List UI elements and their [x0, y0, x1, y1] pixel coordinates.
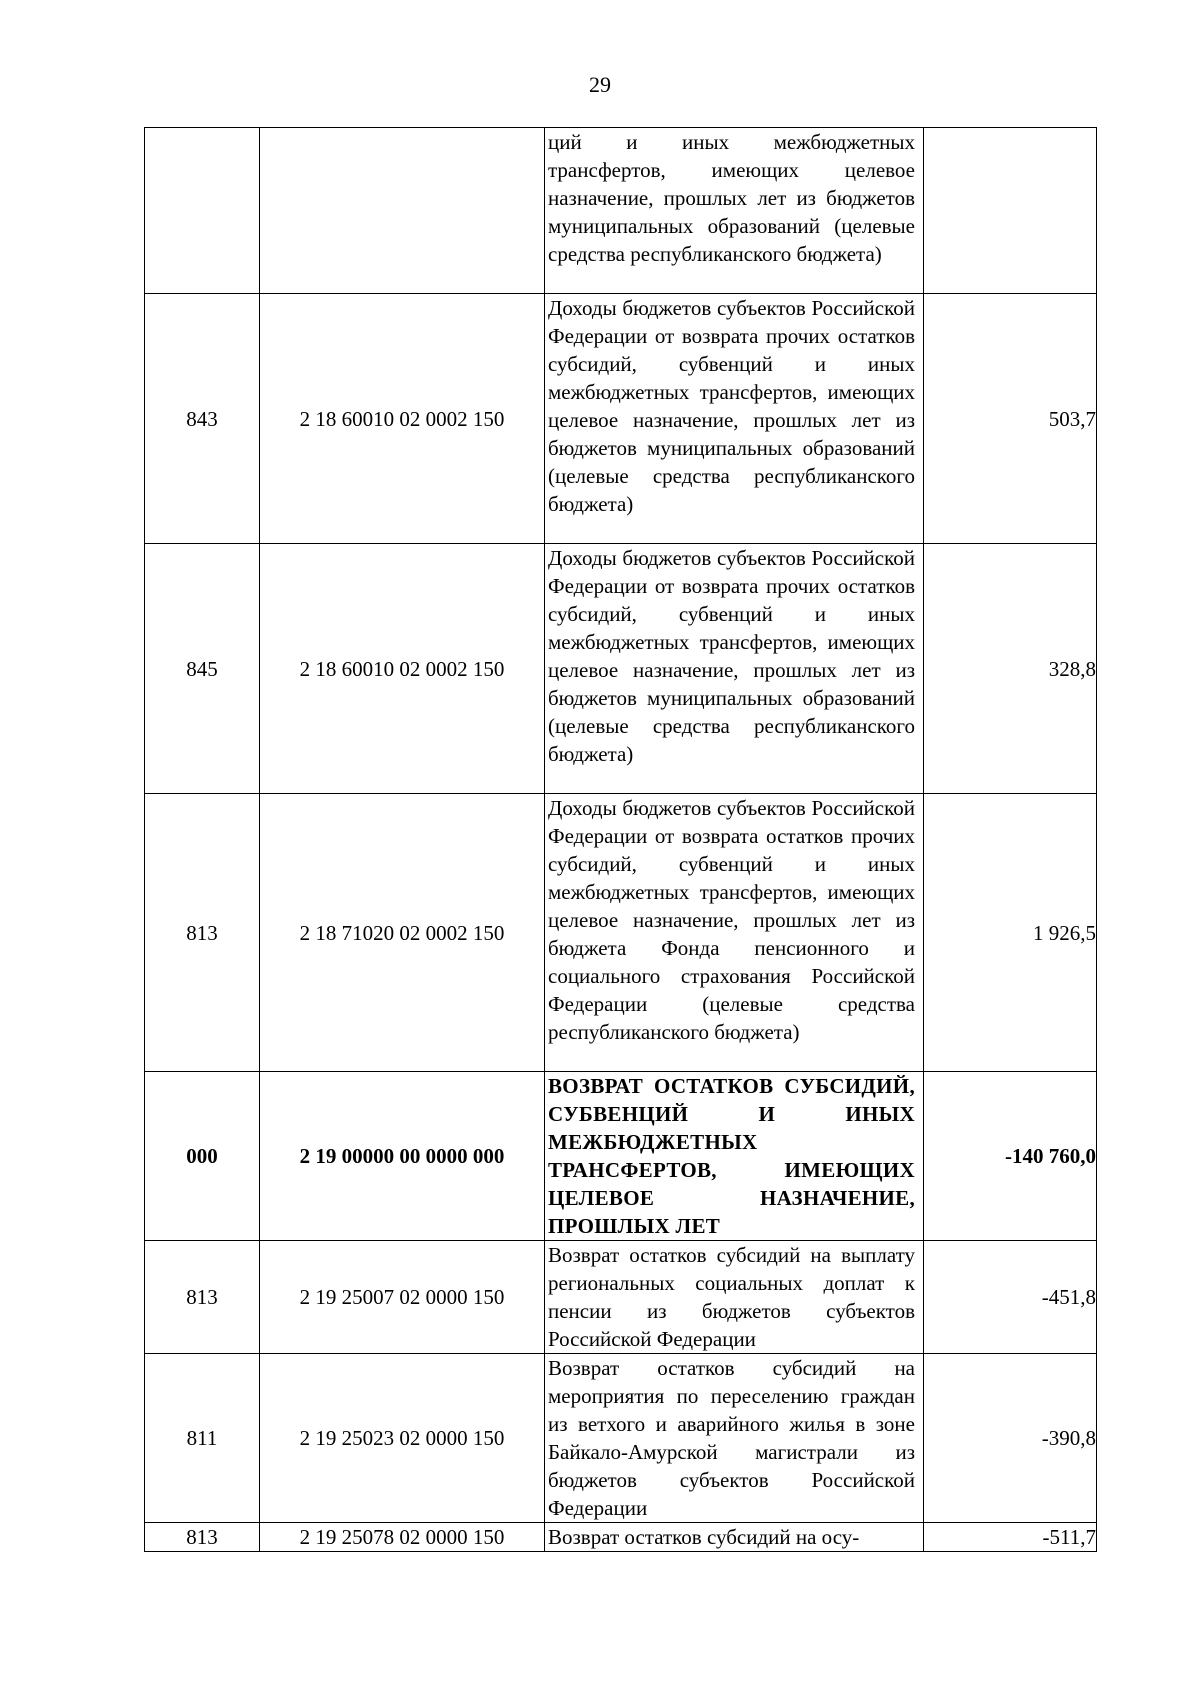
- budget-code-cell: 2 19 00000 00 0000 000: [260, 1072, 545, 1241]
- income-name-cell: Доходы бюджетов субъектов Российской Федерации от возврата остатков прочих субсидий, субвенций и иных межбюджетных трансфертов, имеющих целевое назначение, прошлых лет из бюджета Фонда пенсионного и социального страхования Российской Федерации (целевые средства республиканского бюджета): [545, 794, 924, 1072]
- amount-cell: 503,7: [924, 294, 1097, 544]
- budget-code-cell: 2 19 25023 02 0000 150: [260, 1354, 545, 1523]
- admin-code-cell: 813: [145, 1523, 260, 1552]
- admin-code-cell: 813: [145, 1241, 260, 1354]
- table-row: [145, 294, 1097, 544]
- amount-cell: -451,8: [924, 1241, 1097, 1354]
- table-row: [145, 128, 1097, 294]
- admin-code-cell: 845: [145, 544, 260, 794]
- amount-cell: -390,8: [924, 1354, 1097, 1523]
- table-row: [145, 544, 1097, 794]
- amount-cell: -511,7: [924, 1523, 1097, 1552]
- admin-code-cell: 811: [145, 1354, 260, 1523]
- budget-code-cell: 2 19 25078 02 0000 150: [260, 1523, 545, 1552]
- income-name-cell: Доходы бюджетов субъектов Российской Федерации от возврата прочих остатков субсидий, субвенций и иных межбюджетных трансфертов, имеющих целевое назначение, прошлых лет из бюджетов муниципальных образований (целевые средства республиканского бюджета): [545, 294, 924, 544]
- admin-code-cell: [145, 128, 260, 294]
- amount-cell: [924, 128, 1097, 294]
- table-row: [145, 1241, 1097, 1354]
- income-name-cell: ций и иных межбюджетных трансфертов, имеющих целевое назначение, прошлых лет из бюджетов муниципальных образований (целевые средства республиканского бюджета): [545, 128, 924, 294]
- table-row: [145, 794, 1097, 1072]
- admin-code-cell: 000: [145, 1072, 260, 1241]
- table-row: [145, 1523, 1097, 1552]
- admin-code-cell: 843: [145, 294, 260, 544]
- amount-cell: 328,8: [924, 544, 1097, 794]
- income-name-cell: ВОЗВРАТ ОСТАТКОВ СУБСИДИЙ, СУБВЕНЦИЙ И ИНЫХ МЕЖБЮДЖЕТНЫХ ТРАНСФЕРТОВ, ИМЕЮЩИХ ЦЕЛЕВОЕ НАЗНАЧЕНИЕ, ПРОШЛЫХ ЛЕТ: [545, 1072, 924, 1241]
- budget-code-cell: 2 18 71020 02 0002 150: [260, 794, 545, 1072]
- budget-code-cell: 2 19 25007 02 0000 150: [260, 1241, 545, 1354]
- income-name-cell: Возврат остатков субсидий на мероприятия по переселению граждан из ветхого и аварийного жилья в зоне Байкало-Амурской магистрали из бюджетов субъектов Российской Федерации: [545, 1354, 924, 1523]
- amount-cell: -140 760,0: [924, 1072, 1097, 1241]
- income-name-cell: Возврат остатков субсидий на выплату региональных социальных доплат к пенсии из бюджетов субъектов Российской Федерации: [545, 1241, 924, 1354]
- page-number: 29: [589, 72, 611, 97]
- budget-table: [144, 127, 1097, 1552]
- table-row: [145, 1354, 1097, 1523]
- income-name-cell: Доходы бюджетов субъектов Российской Федерации от возврата прочих остатков субсидий, субвенций и иных межбюджетных трансфертов, имеющих целевое назначение, прошлых лет из бюджетов муниципальных образований (целевые средства республиканского бюджета): [545, 544, 924, 794]
- admin-code-cell: 813: [145, 794, 260, 1072]
- table-row-section: [145, 1072, 1097, 1241]
- amount-cell: 1 926,5: [924, 794, 1097, 1072]
- income-name-cell: Возврат остатков субсидий на осу-: [545, 1523, 924, 1552]
- budget-code-cell: 2 18 60010 02 0002 150: [260, 544, 545, 794]
- budget-code-cell: [260, 128, 545, 294]
- budget-table-body: [145, 128, 1097, 1552]
- budget-code-cell: 2 18 60010 02 0002 150: [260, 294, 545, 544]
